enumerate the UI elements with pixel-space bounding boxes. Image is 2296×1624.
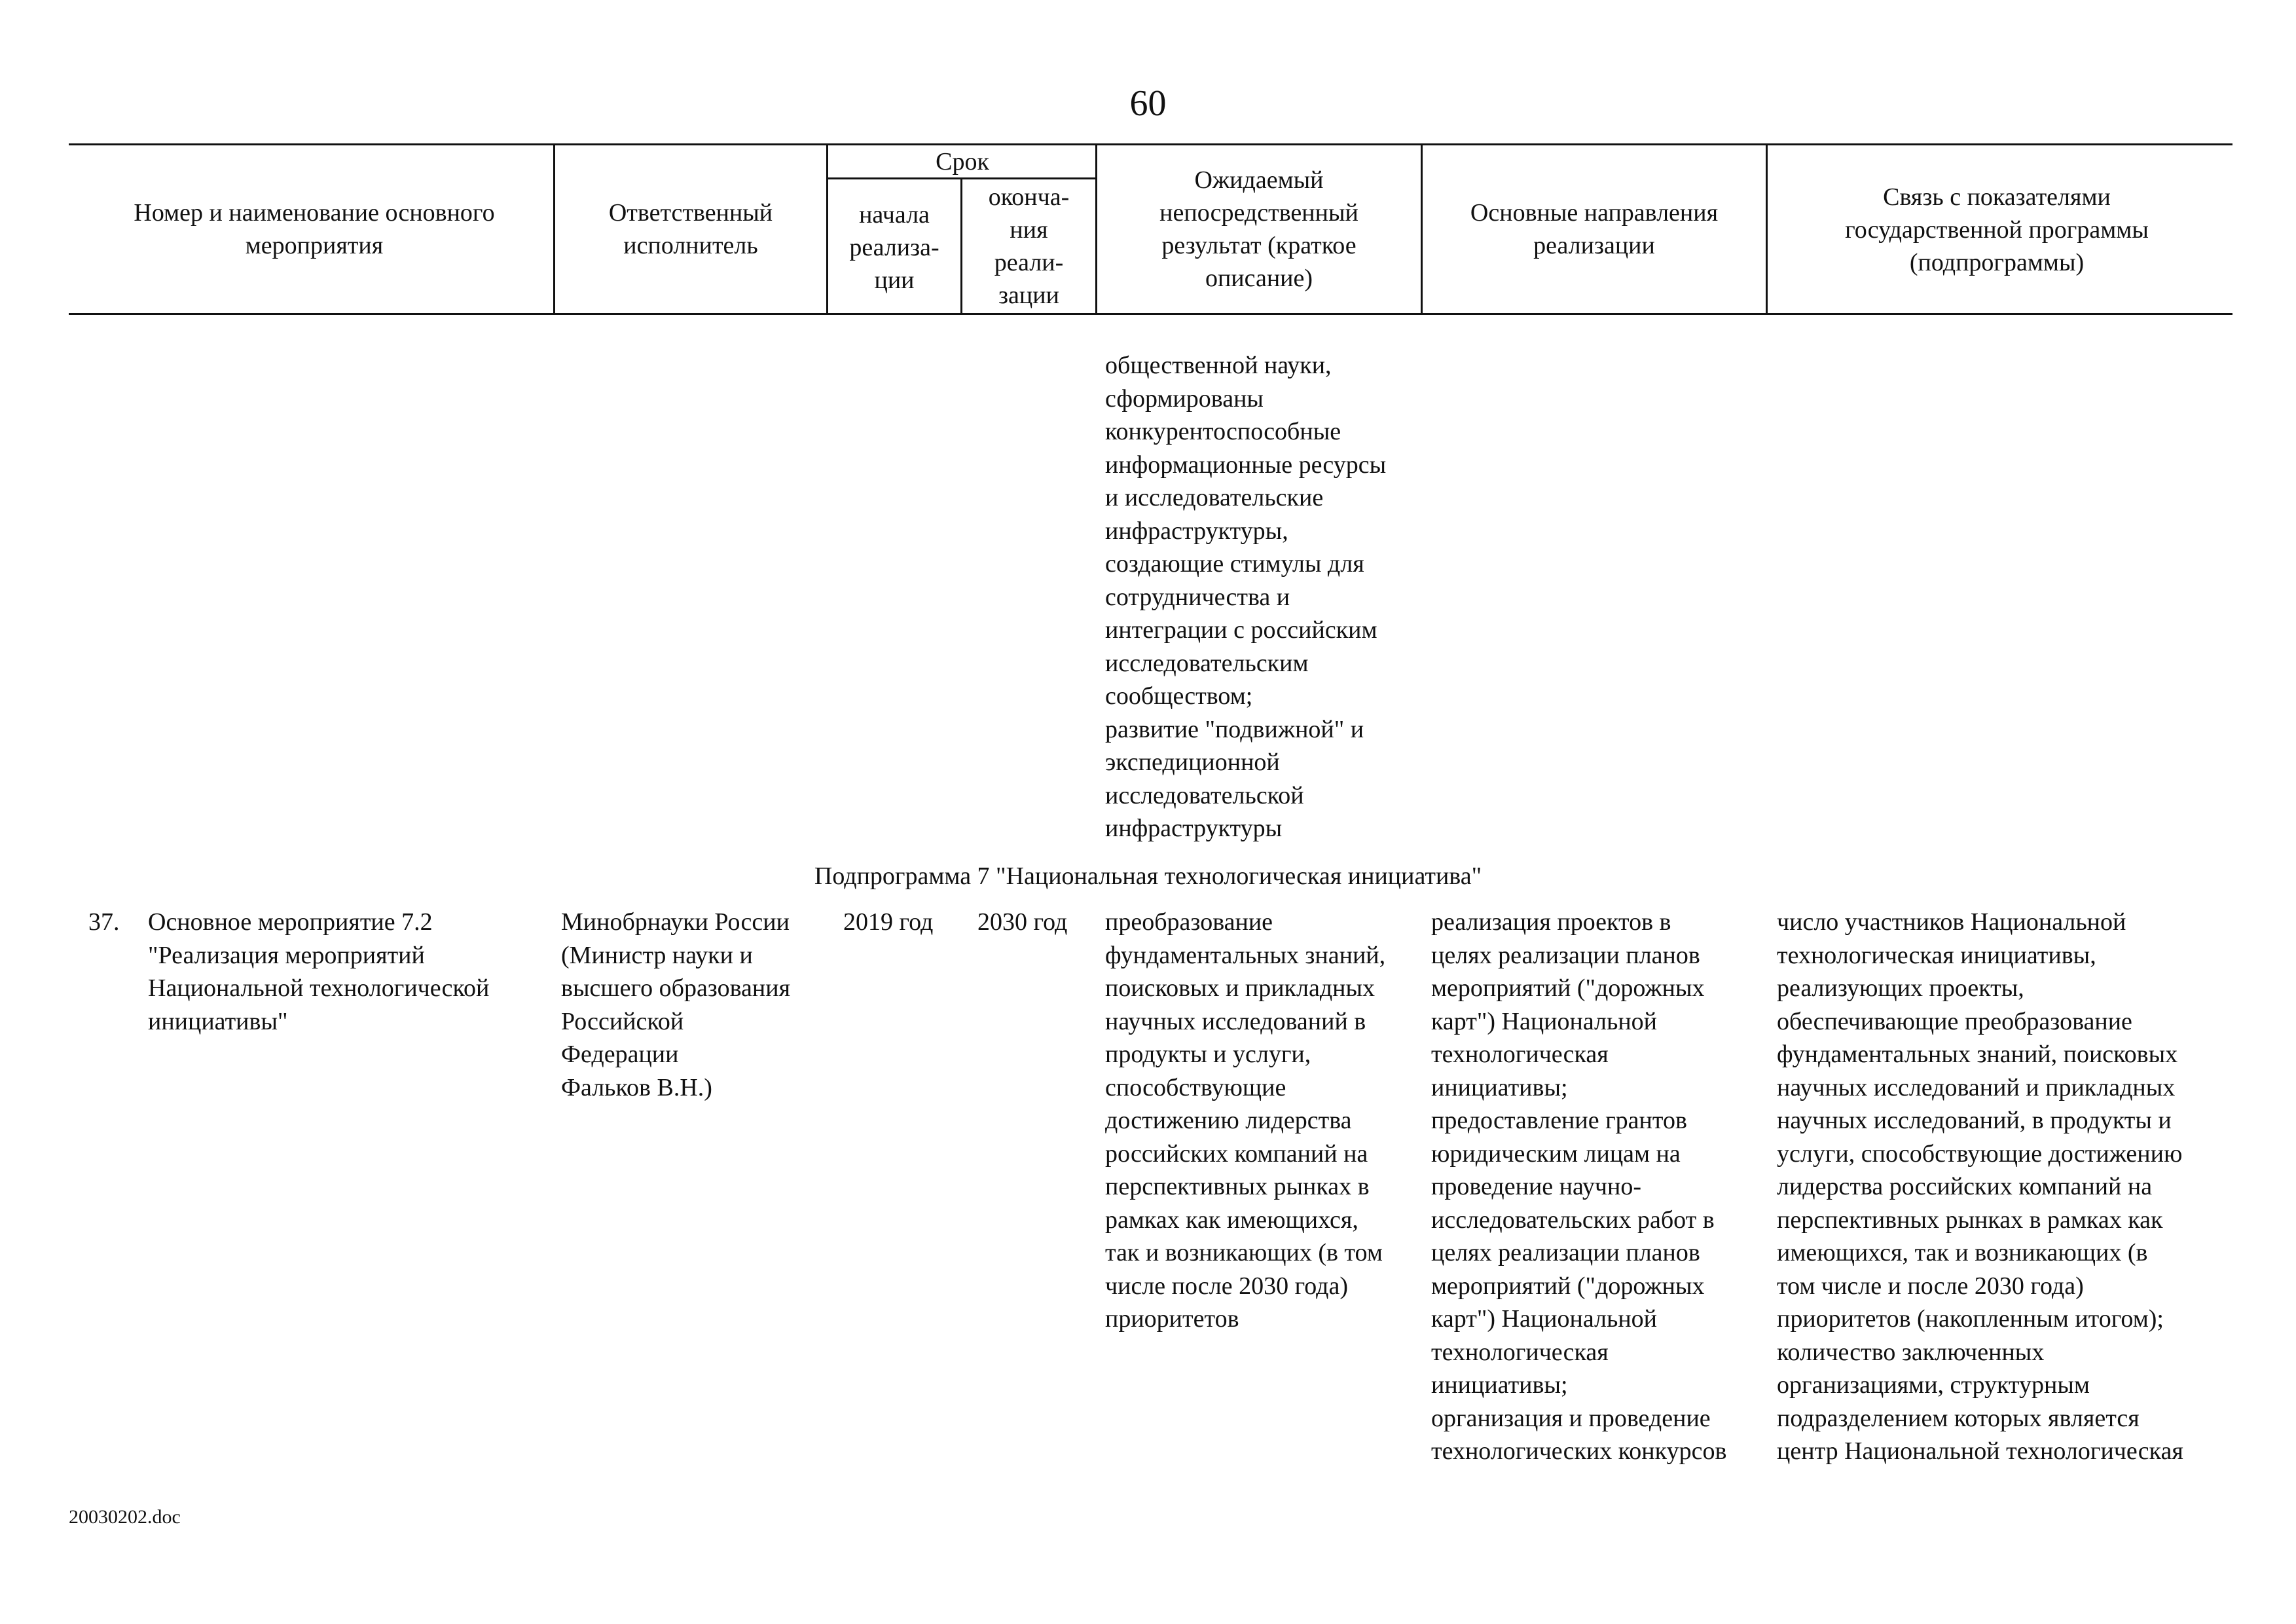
row-directions: реализация проектов в целях реализации планов мероприятий ("дорожных карт") Национальной технологическая инициативы; предоставление грантов юридическим лицам на проведение научно- исследовательских работ в целях реализации планов мероприятий ("дорожных карт") Национальной технологическая инициативы; организация и проведение технологических конкурсов (1431, 908, 1727, 1465)
table-top-rule (69, 143, 2232, 145)
column-separator (1421, 143, 1423, 315)
column-separator (553, 143, 555, 315)
header-result: Ожидаемый непосредственный результат (краткое описание) (1159, 166, 1358, 292)
row-indicators: число участников Национальной технологическая инициативы, реализующих проекты, обеспечивающие преобразование фундаментальных знаний, поисковых научных исследований и прикладных научных исследований, в продукты и услуги, способствующие достижению лидерства российских компаний на перспективных рынках в рамках как имеющихся, так и возникающих (в том числе и после 2030 года) приоритетов (накопленным итогом); количество заключенных организациями, структурным подразделением которых является центр Национальной технологическая (1777, 908, 2183, 1465)
row-end-year: 2030 год (977, 908, 1068, 936)
table-header-bottom-rule (69, 313, 2232, 315)
row-number: 37. (88, 908, 120, 936)
document-filename: 20030202.doc (69, 1506, 181, 1528)
header-responsible: Ответственный исполнитель (608, 199, 773, 259)
subprogram-title: Подпрограмма 7 "Национальная технологическая инициатива" (814, 862, 1482, 890)
header-name: Номер и наименование основного мероприятия (134, 199, 495, 259)
column-separator (1766, 143, 1768, 315)
row-result: преобразование фундаментальных знаний, поисковых и прикладных научных исследований в продукты и услуги, способствующие достижению лидерства российских компаний на перспективных рынках в рамках как имеющихся, так и возникающих (в том числе после 2030 года) приоритетов (1105, 908, 1386, 1333)
row-responsible: Минобрнауки России (Министр науки и высшего образования Российской Федерации Фальков В.Н.) (561, 908, 791, 1101)
row-start-year: 2019 год (843, 908, 934, 936)
header-term-end: оконча- ния реали- зации (988, 183, 1070, 309)
page-number: 60 (1129, 83, 1167, 124)
header-indicators: Связь с показателями государственной программы (подпрограммы) (1845, 183, 2149, 276)
continued-result-text: общественной науки, сформированы конкурентоспособные информационные ресурсы и исследовательские инфраструктуры, создающие стимулы для сотрудничества и интеграции с российским исследовательским сообществом; развитие "подвижной" и экспедиционной исследовательской инфраструктуры (1105, 352, 1387, 842)
header-term-start: начала реализа- ции (849, 201, 939, 294)
header-directions: Основные направления реализации (1470, 199, 1719, 259)
row-name: Основное мероприятие 7.2 "Реализация мероприятий Национальной технологической инициативы" (148, 908, 490, 1035)
header-term: Срок (936, 148, 989, 175)
